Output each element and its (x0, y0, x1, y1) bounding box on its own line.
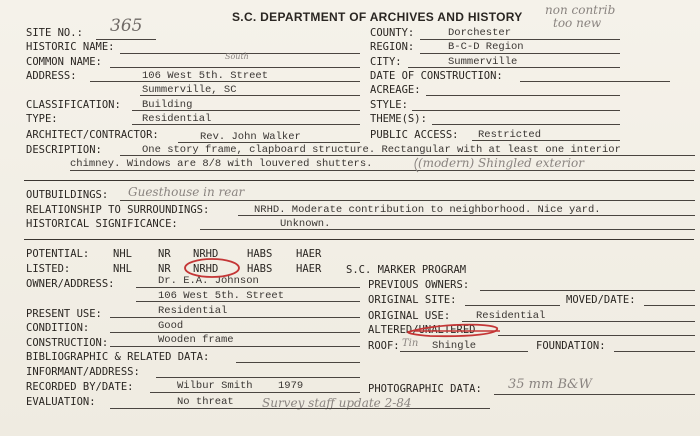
present-use-value: Residential (158, 305, 228, 317)
altered-label: ALTERED/UNALTERED (368, 324, 476, 336)
theme-line (432, 124, 620, 125)
listed-haer: HAER (296, 263, 322, 275)
foundation-label: FOUNDATION: (536, 340, 606, 352)
previous-owners-label: PREVIOUS OWNERS: (368, 279, 470, 291)
informant-line (156, 377, 360, 378)
classification-line (132, 110, 360, 111)
evaluation-line (110, 408, 490, 409)
common-name-line (110, 67, 360, 68)
outbuildings-handwritten: Guesthouse in rear (128, 185, 245, 199)
description-rule1 (120, 155, 695, 156)
city-label: CITY: (370, 56, 402, 68)
listed-label: LISTED: (26, 263, 71, 275)
evaluation-handwritten: Survey staff update 2-84 (262, 396, 412, 410)
marker-program-label: S.C. MARKER PROGRAM (346, 264, 467, 276)
section-divider-1 (24, 180, 694, 181)
present-use-label: PRESENT USE: (26, 308, 102, 320)
site-no-label: SITE NO.: (26, 27, 83, 39)
department-header: S.C. DEPARTMENT OF ARCHIVES AND HISTORY (232, 10, 523, 24)
owner-label: OWNER/ADDRESS: (26, 278, 115, 290)
date-construction-label: DATE OF CONSTRUCTION: (370, 70, 503, 82)
owner-line2: 106 West 5th. Street (158, 290, 285, 302)
photographic-data-handwritten: 35 mm B&W (508, 377, 592, 392)
common-name-note: South (225, 52, 249, 61)
architect-line (178, 142, 360, 143)
original-use-value: Residential (476, 310, 546, 322)
recorded-by-label: RECORDED BY/DATE: (26, 381, 134, 393)
informant-label: INFORMANT/ADDRESS: (26, 366, 140, 378)
section-divider-2 (24, 239, 694, 240)
corner-note-line2: too new (553, 16, 602, 30)
address-label: ADDRESS: (26, 70, 77, 82)
potential-nrhd: NRHD (193, 248, 219, 260)
description-rule2 (70, 170, 695, 171)
description-handwritten: (modern) Shingled exterior (418, 156, 584, 170)
roof-label: ROOF: (368, 340, 400, 352)
owner-line2-rule (136, 301, 360, 302)
type-line (132, 124, 360, 125)
county-value: Dorchester (448, 27, 512, 39)
theme-label: THEME(S): (370, 113, 427, 125)
original-use-line (462, 321, 695, 322)
address-line2: Summerville, SC (142, 84, 237, 96)
public-access-line (472, 140, 620, 141)
moved-date-label: MOVED/DATE: (566, 294, 636, 306)
listed-nrhd: NRHD (193, 263, 219, 275)
potential-label: POTENTIAL: (26, 248, 90, 260)
architect-label: ARCHITECT/CONTRACTOR: (26, 129, 159, 141)
construction-label: CONSTRUCTION: (26, 337, 109, 349)
relationship-line (238, 215, 695, 216)
photographic-data-line (494, 394, 695, 395)
recorded-by-name: Wilbur Smith (177, 380, 253, 392)
address-line2-rule (140, 95, 360, 96)
historical-significance-value: Unknown. (280, 218, 331, 230)
classification-label: CLASSIFICATION: (26, 99, 121, 111)
historic-name-label: HISTORIC NAME: (26, 41, 115, 53)
acreage-line (426, 95, 620, 96)
description-label: DESCRIPTION: (26, 144, 102, 156)
classification-value: Building (142, 99, 193, 111)
evaluation-value: No threat (177, 396, 234, 408)
owner-line1: Dr. E.A. Johnson (158, 275, 259, 287)
potential-nhl: NHL (113, 248, 132, 260)
photographic-data-label: PHOTOGRAPHIC DATA: (368, 383, 482, 395)
region-label: REGION: (370, 41, 415, 53)
owner-line1-rule (136, 287, 360, 288)
description-line1: One story frame, clapboard structure. Rectangular with at least one interior (142, 144, 621, 156)
recorded-by-year: 1979 (278, 380, 304, 392)
roof-value: Shingle (432, 340, 477, 352)
recorded-by-line (150, 392, 360, 393)
listed-nhl: NHL (113, 263, 132, 275)
style-line (412, 110, 620, 111)
potential-habs: HABS (247, 248, 273, 260)
condition-line (110, 332, 360, 333)
acreage-label: ACREAGE: (370, 84, 421, 96)
historical-significance-line (200, 229, 695, 230)
original-site-label: ORIGINAL SITE: (368, 294, 457, 306)
moved-date-line (644, 305, 695, 306)
previous-owners-line (480, 290, 695, 291)
public-access-value: Restricted (478, 129, 542, 141)
region-line (420, 53, 620, 54)
foundation-line (614, 351, 695, 352)
public-access-label: PUBLIC ACCESS: (370, 129, 459, 141)
listed-nr: NR (158, 263, 171, 275)
site-no-line (96, 39, 156, 40)
outbuildings-line (120, 200, 695, 201)
roof-scribble: Tin (402, 338, 419, 349)
common-name-label: COMMON NAME: (26, 56, 102, 68)
date-construction-line (520, 81, 670, 82)
description-line2: chimney. Windows are 8/8 with louvered shutters. (70, 158, 373, 170)
condition-value: Good (158, 320, 184, 332)
corner-note-line1: non contrib (545, 3, 616, 17)
potential-haer: HAER (296, 248, 322, 260)
historical-significance-label: HISTORICAL SIGNIFICANCE: (26, 218, 178, 230)
bibliographic-label: BIBLIOGRAPHIC & RELATED DATA: (26, 351, 210, 363)
county-label: COUNTY: (370, 27, 415, 39)
evaluation-label: EVALUATION: (26, 396, 96, 408)
address-line1-rule (90, 81, 360, 82)
relationship-value: NRHD. Moderate contribution to neighborhood. Nice yard. (254, 204, 601, 216)
outbuildings-label: OUTBUILDINGS: (26, 189, 109, 201)
city-line (408, 67, 620, 68)
region-value: B-C-D Region (448, 41, 524, 53)
construction-value: Wooden frame (158, 334, 234, 346)
county-line (420, 39, 620, 40)
site-no-value: 365 (110, 16, 143, 36)
original-use-label: ORIGINAL USE: (368, 310, 451, 322)
type-label: TYPE: (26, 113, 58, 125)
relationship-label: RELATIONSHIP TO SURROUNDINGS: (26, 204, 210, 216)
present-use-line (110, 317, 360, 318)
original-site-line (465, 305, 560, 306)
address-line1: 106 West 5th. Street (142, 70, 269, 82)
style-label: STYLE: (370, 99, 408, 111)
listed-habs: HABS (247, 263, 273, 275)
architect-value: Rev. John Walker (200, 131, 301, 143)
condition-label: CONDITION: (26, 322, 90, 334)
city-value: Summerville (448, 56, 518, 68)
potential-nr: NR (158, 248, 171, 260)
roof-line (400, 351, 528, 352)
bibliographic-line (236, 362, 360, 363)
type-value: Residential (142, 113, 212, 125)
construction-line (110, 346, 360, 347)
altered-line (498, 335, 695, 336)
